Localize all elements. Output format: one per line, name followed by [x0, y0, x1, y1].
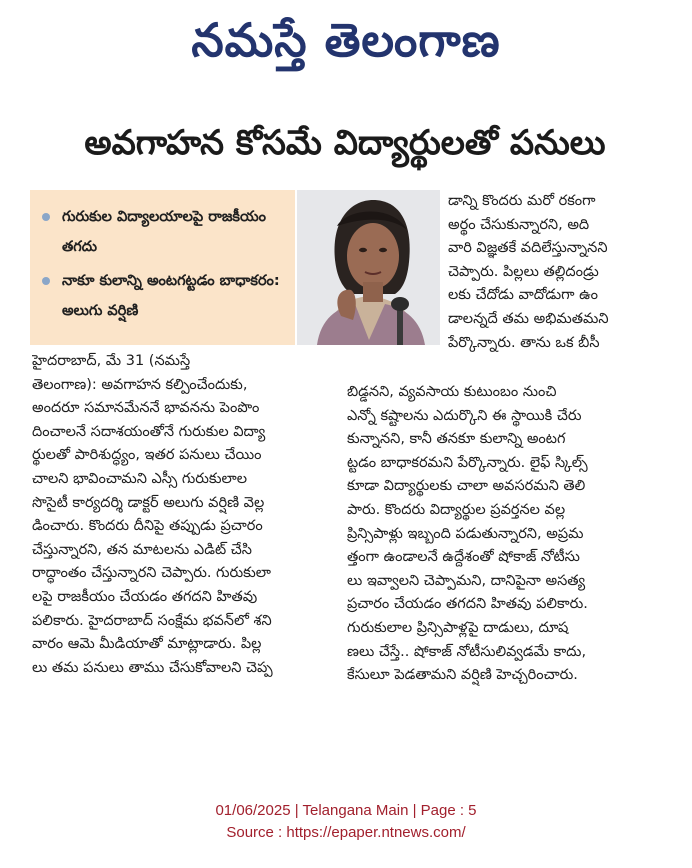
article-line: చేస్తున్నారని, తన మాటలను ఎడిట్ చేసి [32, 541, 252, 558]
article-line: కూడా విద్యార్థులకు చాలా అవసరమని తెలి [347, 478, 586, 495]
article-line: పారు. కొందరు విద్యార్థుల ప్రవర్తనల వల్ల [347, 501, 566, 518]
footer [0, 800, 692, 844]
source-link[interactable]: Source : https://epaper.ntnews.com/ [226, 824, 466, 841]
article-line: బిడ్డనని, వ్యవసాయ కుటుంబం నుంచి [347, 384, 557, 400]
article-line: తెలంగాణ): అవగాహన కల్పించేందుకు, [32, 376, 248, 393]
article-line: లు తమ పనులు తాము చేసుకోవాలని చెప్ప [32, 659, 273, 676]
article-line: అందరూ సమానమేననే భావనను పెంపొం [32, 400, 260, 417]
article-line: దించాలనే సదాశయంతోనే గురుకుల విద్యా [32, 423, 266, 440]
article-line: ఎన్నో కష్టాలను ఎదుర్కొని ఈ స్థాయికి చేరు [347, 407, 582, 424]
article-column-right-top [448, 190, 662, 355]
article-line: లు ఇవ్వాలని చెప్పామని, దానిపైనా అసత్య [347, 572, 586, 589]
article-line: వారి విజ్ఞతకే వదిలేస్తున్నానని [448, 240, 608, 257]
article-line: కేసులూ పెడతామని వర్షిణి హెచ్చరించారు. [347, 667, 578, 684]
article-line: రాద్ధాంతం చేస్తున్నారని చెప్పారు. గురుకులా [32, 565, 271, 582]
article-line: ట్టడం బాధాకరమని పేర్కొన్నారు. లైఫ్ స్కిల్స్ [347, 454, 588, 471]
article-line: అర్థం చేసుకున్నారని, అది [448, 216, 590, 233]
masthead [0, 4, 692, 84]
portrait-illustration [297, 190, 440, 345]
highlights-box [30, 190, 295, 345]
article-line: లపై రాజకీయం చేయడం తగదని హితవు [32, 588, 258, 605]
article-line: కున్నానని, కానీ తనకూ కులాన్ని అంటగ [347, 431, 566, 448]
article-line: చెప్పారు. పిల్లలు తల్లిదండ్రు [448, 263, 599, 280]
article-line: డించారు. కొందరు దీనిపై తప్పుడు ప్రచారం [32, 518, 263, 535]
masthead-title: నమస్తే తెలంగాణ [191, 13, 501, 67]
headline: అవగాహన కోసమే విద్యార్థులతో పనులు [84, 123, 606, 163]
article-line: ప్రిన్సిపాళ్లు ఇబ్బంది పడుతున్నారని, అప్రమ [347, 525, 584, 542]
article-line: హైదరాబాద్, మే 31 (నమస్తే [32, 353, 191, 369]
article-line: చాలని భావించామని ఎస్సీ గురుకులాల [32, 470, 247, 487]
article-line: పేర్కొన్నారు. తాను ఒక బీసీ [448, 334, 600, 351]
edition-info: 01/06/2025 | Telangana Main | Page : 5 [215, 802, 477, 819]
portrait-photo [297, 190, 440, 345]
article-line: సొసైటీ కార్యదర్శి డాక్టర్ అలుగు వర్షిణి వెల్ల [32, 494, 265, 511]
article-line: డాలన్నదే తమ అభిమతమని [448, 310, 609, 327]
highlight-item: గురుకుల విద్యాలయాలపై రాజకీయం తగదు [42, 202, 287, 262]
article-line: వారం ఆమె మీడియాతో మాట్లాడారు. పిల్ల [32, 636, 262, 653]
article-line: పలికారు. హైదరాబాద్ సంక్షేమ భవన్‌లో శని [32, 612, 272, 629]
article-column-right-bottom [347, 381, 662, 688]
article-line: ణలు చేస్తే.. షోకాజ్ నోటీసులివ్వడమే కాదు, [347, 643, 587, 660]
bullet-icon [42, 277, 50, 285]
article-column-left [32, 350, 337, 680]
article-line: త్తంగా ఉండాలనే ఉద్దేశంతో షోకాజ్ నోటీసు [347, 549, 580, 566]
article-line: ర్థులతో పారిశుద్ధ్యం, ఇతర పనులు చేయిం [32, 447, 262, 464]
bullet-icon [42, 213, 50, 221]
article-line: గురుకులాల ప్రిన్సిపాళ్లపై దాడులు, దూష [347, 619, 569, 636]
article-line: లకు చేదోడు వాదోడుగా ఉం [448, 287, 599, 304]
article-line: ప్రచారం చేయడం తగదని హితవు పలికారు. [347, 596, 588, 613]
article-line: డాన్ని కొందరు మరో రకంగా [448, 193, 596, 209]
highlight-item: నాకూ కులాన్ని అంటగట్టడం బాధాకరం: అలుగు వర్షిణి [42, 266, 287, 326]
